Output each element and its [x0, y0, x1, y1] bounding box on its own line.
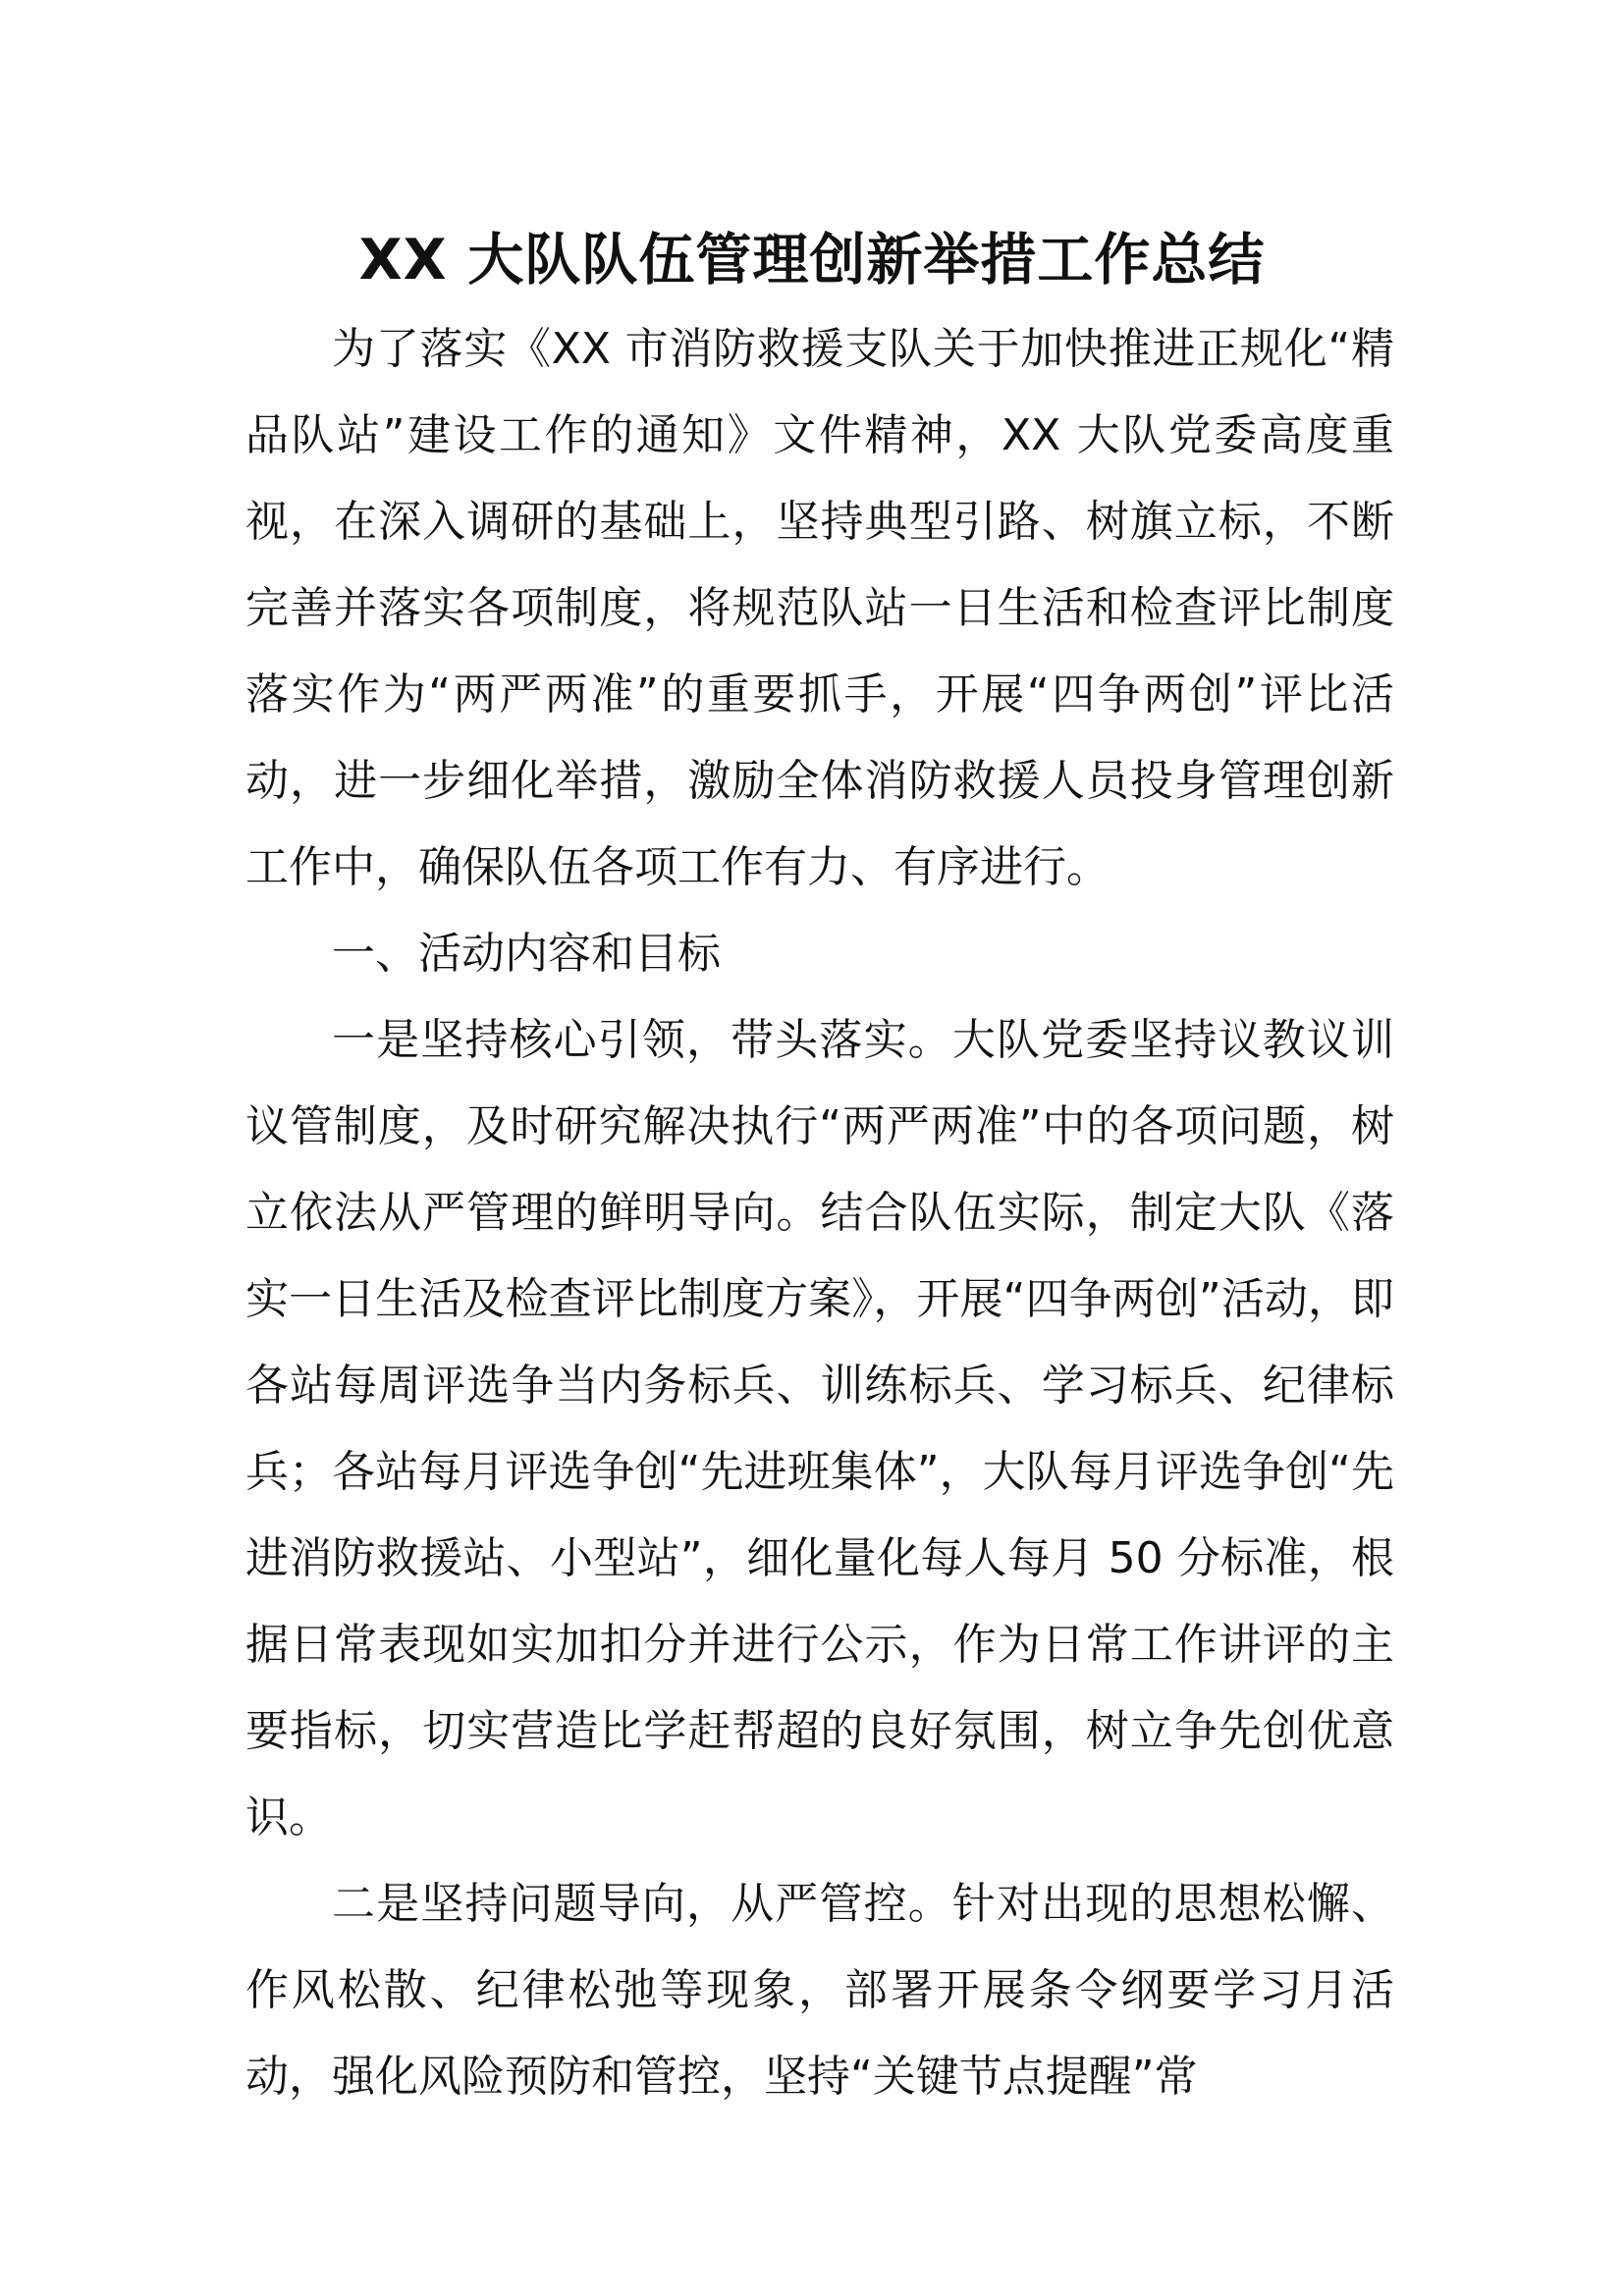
document-title: XX 大队队伍管理创新举措工作总结: [358, 228, 1266, 293]
intro-paragraph: 为了落实《XX 市消防救援支队关于加快推进正规化“精品队站”建设工作的通知》文件精神，XX 大队党委高度重视，在深入调研的基础上，坚持典型引路、树旗立标，不断完善并落实各项制度，将规范队站一日生活和检查评比制度落实作为“两严两准”的重要抓手，开展“四争两创”评比活动，进一步细化举措，激励全体消防救援人员投身管理创新工作中，确保队伍各项工作有力、有序进行。: [245, 324, 1394, 892]
paragraph-point-1: 一是坚持核心引领，带头落实。大队党委坚持议教议训议管制度，及时研究解决执行“两严两准”中的各项问题，树立依法从严管理的鲜明导向。结合队伍实际，制定大队《落实一日生活及检查评比制度方案》，开展“四争两创”活动，即各站每周评选争当内务标兵、训练标兵、学习标兵、纪律标兵；各站每月评选争创“先进班集体”，大队每月评选争创“先进消防救援站、小型站”，细化量化每人每月 50 分标准，根据日常表现如实加扣分并进行公示，作为日常工作讲评的主要指标，切实营造比学赶帮超的良好氛围，树立争先创优意识。: [245, 1015, 1394, 1842]
paragraph-point-2: 二是坚持问题导向，从严管控。针对出现的思想松懈、作风松散、纪律松弛等现象，部署开展条令纲要学习月活动，强化风险预防和管控，坚持“关键节点提醒”常: [245, 1879, 1394, 2102]
document-body: [245, 306, 1394, 2120]
section-heading: 一、活动内容和目标: [332, 929, 721, 979]
